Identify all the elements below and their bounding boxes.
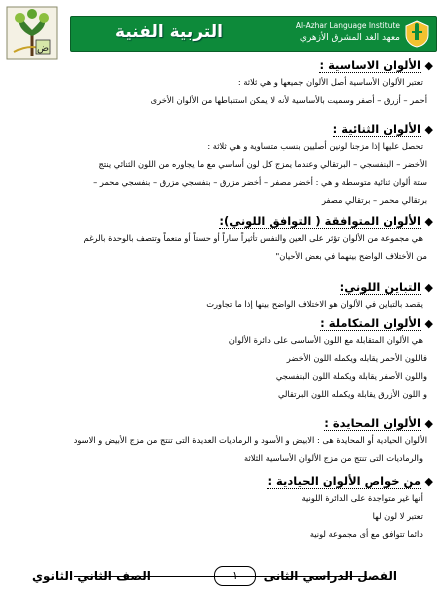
section-neutral-colors xyxy=(8,416,433,467)
text-line: ستة ألوان ثنائية متوسطة و هي : أخضر مصفر – أخضر مزرق – بنفسجي مزرق – بنفسجي محمر – xyxy=(93,177,427,187)
bullet-icon: ◆ xyxy=(424,281,433,294)
text-line: و اللون الأزرق يقابلة ويكمله اللون البرتقالي xyxy=(277,389,427,399)
footer xyxy=(14,566,427,588)
bullet-icon: ◆ xyxy=(424,317,433,330)
section-heading: ◆الألوان المتوافقة ( التوافق اللوني): xyxy=(219,214,433,228)
bullet-icon: ◆ xyxy=(424,475,433,488)
header-bar xyxy=(70,16,437,52)
text-line: الأخضر – البنفسجي – البرتقالي وعندما يمزج كل لون أساسي مع ما يجاوره من اللون الثنائي ينتج xyxy=(98,159,427,169)
text-line: يقصد بالتباين في الألوان هو الاختلاف الواضح بينها إذا ما تجاورت xyxy=(206,299,423,309)
text-line: والرماديات التى تنتج من مزج الألوان الأساسية الثلاثة xyxy=(244,453,423,463)
section-heading: ◆الألوان الاساسية : xyxy=(319,58,433,72)
footer-grade: الصف الثاني الثانوي xyxy=(32,569,151,583)
section-secondary-colors xyxy=(8,122,433,209)
bullet-icon: ◆ xyxy=(424,417,433,430)
section-harmonious-colors xyxy=(8,214,433,265)
section-heading: ◆التباين اللوني: xyxy=(339,280,433,294)
azhar-emblem-icon xyxy=(404,20,430,48)
text-line: هي الألوان المتقابلة مع اللون الأساسى على دائرة الألوان xyxy=(228,335,423,345)
section-heading: ◆الألوان المتكاملة : xyxy=(320,316,433,330)
bullet-icon: ◆ xyxy=(424,59,433,72)
institute-branding xyxy=(260,20,430,48)
text-line: أحمر – أزرق – أصفر وسميت بالأساسية لأنه لا يمكن استنباطها من الألوان الأخرى xyxy=(150,95,427,105)
institute-name-en: Al-Azhar Language Institute xyxy=(295,21,400,30)
page-number: ١ xyxy=(214,566,256,586)
text-line: تعتبر لا لون لها xyxy=(372,511,423,521)
section-primary-colors xyxy=(8,58,433,109)
footer-term: الفصل الدراسي الثانى xyxy=(263,569,397,583)
text-line: برتقالي محمر – برتقالي مصفر xyxy=(321,195,427,205)
section-neutral-properties xyxy=(8,474,433,543)
institute-name-ar: معهد الغد المشرق الأزهري xyxy=(299,33,400,43)
text-line: هي مجموعة من الألوان تؤثر على العين والنفس تأثيراً ساراً أو حسناً أو منعماً وتتصف بالوحدة بالرغم xyxy=(83,233,423,243)
section-heading: ◆الألوان المحايدة : xyxy=(324,416,433,430)
text-line: واللون الأصفر يقابلة ويكملة اللون البنفسجي xyxy=(275,371,427,381)
text-line: فاللون الأحمر يقابله ويكمله اللون الأخضر xyxy=(286,353,427,363)
svg-text:ض: ض xyxy=(36,43,50,54)
bullet-icon: ◆ xyxy=(424,215,433,228)
text-line: أنها غير متواجدة على الدائرة اللونية xyxy=(301,493,423,503)
page-title: التربية الفنية xyxy=(115,22,223,42)
text-line: تحصل عليها إذا مزجنا لونين أصليين بنسب متساوية و هي ثلاثة : xyxy=(207,141,423,151)
tree-art-logo-icon xyxy=(6,6,58,60)
text-line: من الأختلاف الواضح بينهما في بعض الأحيان" xyxy=(275,251,427,261)
text-line: الألوان الحيادية أو المحايدة هى : الابيض و الأسود و الرماديات العديدة التى تنتج من مزج الأبيض و الاسود xyxy=(73,435,427,445)
section-heading: ◆من خواص الألوان الحيادية : xyxy=(267,474,433,488)
bullet-icon: ◆ xyxy=(424,123,433,136)
section-heading: ◆الألوان الثنائية : xyxy=(332,122,433,136)
section-color-contrast xyxy=(8,280,433,313)
text-line: تعتبر الألوان الأساسية أصل الألوان جميعها و هي ثلاثة : xyxy=(237,77,423,87)
section-complementary-colors xyxy=(8,316,433,403)
text-line: دائما تتوافق مع أى مجموعة لونية xyxy=(309,529,423,539)
